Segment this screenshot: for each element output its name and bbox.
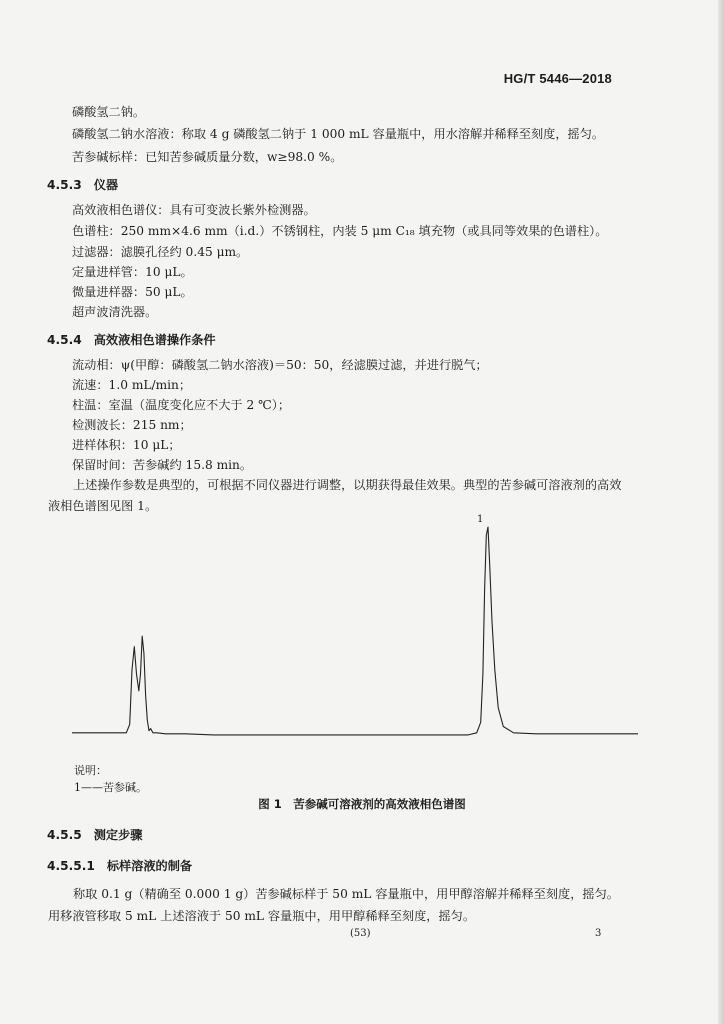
instrument-line: 色谱柱：250 mm×4.6 mm（i.d.）不锈钢柱，内装 5 μm C₁₈ 填充物（或具同等效果的色谱柱）。 (72, 224, 608, 238)
section-heading-455 (47, 826, 142, 843)
text-line: 磷酸氢二钠水溶液：称取 4 g 磷酸氢二钠于 1 000 mL 容量瓶中，用水溶解并稀释至刻度，摇匀。 (72, 127, 605, 141)
section-number: 4.5.4 (47, 333, 82, 347)
footer-center-number: (53) (350, 928, 371, 939)
legend-title: 说明： (74, 764, 107, 777)
peak-label-1: 1 (477, 514, 484, 525)
instrument-line: 定量进样管：10 μL。 (72, 265, 193, 279)
page-edge-shadow (718, 0, 724, 1024)
section-title: 标样溶液的制备 (106, 859, 193, 873)
legend-item: 1——苦参碱。 (74, 781, 147, 794)
instrument-line: 微量进样器：50 μL。 (72, 285, 193, 299)
figure-caption: 图 1 苦参碱可溶液剂的高效液相色谱图 (258, 797, 466, 811)
section-title: 测定步骤 (93, 828, 143, 842)
page-number: 3 (595, 928, 602, 939)
section-number: 4.5.5.1 (47, 859, 95, 873)
section-heading-4551 (47, 857, 192, 874)
instrument-line: 高效液相色谱仪：具有可变波长紫外检测器。 (72, 203, 316, 217)
section-title: 仪器 (93, 178, 119, 192)
section-number: 4.5.3 (47, 178, 82, 192)
condition-line: 柱温：室温（温度变化应不大于 2 ℃）； (72, 398, 291, 412)
chromatogram-trace-0 (72, 527, 638, 735)
instrument-line: 超声波清洗器。 (72, 305, 158, 319)
conditions-note: 上述操作参数是典型的，可根据不同仪器进行调整，以期获得最佳效果。典型的苦参碱可溶液剂的高效液相色谱图见图 1。 (48, 478, 622, 513)
procedure-paragraph: 称取 0.1 g（精确至 0.000 1 g）苦参碱标样于 50 mL 容量瓶中，用甲醇溶解并稀释至刻度，摇匀。用移液管移取 5 mL 上述溶液于 50 mL 容量瓶中，用甲醇稀释至刻度，摇匀。 (48, 887, 619, 923)
condition-line: 检测波长：215 nm； (72, 418, 192, 432)
condition-line: 流速：1.0 mL/min； (72, 378, 192, 392)
chromatogram-chart (72, 515, 638, 745)
text-line: 磷酸氢二钠。 (72, 105, 146, 119)
instrument-line: 过滤器：滤膜孔径约 0.45 μm。 (72, 245, 249, 259)
condition-line: 保留时间：苦参碱约 15.8 min。 (72, 458, 253, 472)
section-heading-453 (47, 176, 118, 193)
section-number: 4.5.5 (47, 828, 82, 842)
text-line: 苦参碱标样：已知苦参碱质量分数，w≥98.0 %。 (72, 150, 343, 164)
condition-line: 流动相：ψ(甲醇：磷酸氢二钠水溶液)＝50：50，经滤膜过滤，并进行脱气； (72, 358, 488, 372)
section-title: 高效液相色谱操作条件 (93, 333, 216, 347)
condition-line: 进样体积：10 μL； (72, 438, 181, 452)
standard-code: HG/T 5446—2018 (503, 71, 612, 86)
section-heading-454 (47, 331, 216, 348)
